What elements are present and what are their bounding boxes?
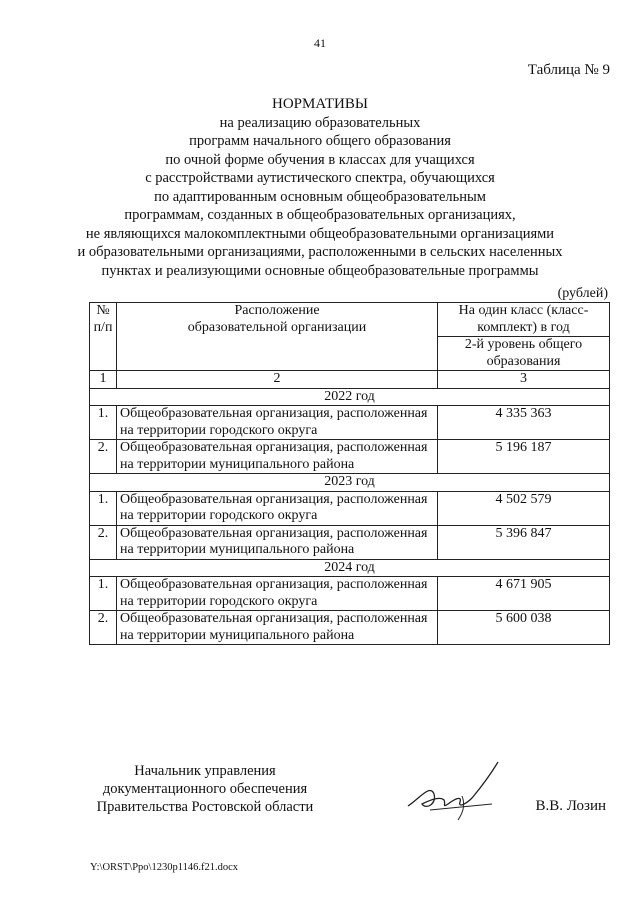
header-per-class: На один класс (класс-комплект) в год [438, 303, 610, 337]
row-value: 4 335 363 [438, 406, 610, 440]
signatory-name: В.В. Лозин [535, 798, 606, 814]
title-line: не являющихся малокомплектными общеобразовательными организациями [85, 225, 555, 242]
table-row [90, 611, 610, 645]
row-number: 2. [90, 611, 117, 645]
table-row [90, 577, 610, 611]
year-label: 2022 год [90, 388, 610, 406]
header-num: № п/п [90, 303, 117, 371]
row-value: 5 196 187 [438, 440, 610, 474]
row-value: 5 600 038 [438, 611, 610, 645]
row-value: 4 502 579 [438, 491, 610, 525]
col-number: 2 [117, 371, 438, 389]
row-number: 1. [90, 577, 117, 611]
year-row [90, 559, 610, 577]
title-line: НОРМАТИВЫ [272, 96, 368, 112]
signatory-line: Правительства Ростовской области [96, 799, 314, 815]
year-row [90, 388, 610, 406]
footer-file-path: Y:\ORST\Ppo\1230p1146.f21.docx [90, 862, 238, 873]
title-line: пунктах и реализующими основные общеобразовательные программы [101, 262, 539, 279]
table-row [90, 406, 610, 440]
table-number: Таблица № 9 [527, 62, 610, 78]
year-label: 2023 год [90, 474, 610, 492]
signatory-line: документационного обеспечения [102, 781, 308, 797]
year-row [90, 474, 610, 492]
col-number: 1 [90, 371, 117, 389]
col-number: 3 [438, 371, 610, 389]
row-location: Общеобразовательная организация, расположенная на территории городского округа [117, 406, 438, 440]
row-number: 2. [90, 440, 117, 474]
title-line: на реализацию образовательных [219, 114, 421, 131]
row-number: 1. [90, 406, 117, 440]
table-header-row [90, 303, 610, 337]
norms-table [89, 302, 610, 645]
title-line: программ начального общего образования [189, 133, 451, 149]
title-line: с расстройствами аутистического спектра, обучающихся [145, 170, 495, 186]
table-row [90, 440, 610, 474]
row-value: 5 396 847 [438, 525, 610, 559]
row-location: Общеобразовательная организация, расположенная на территории муниципального района [117, 525, 438, 559]
row-location: Общеобразовательная организация, расположенная на территории муниципального района [117, 440, 438, 474]
year-label: 2024 год [90, 559, 610, 577]
header-location: Расположение образовательной организации [117, 303, 438, 371]
title-line: программам, созданных в общеобразовательных организациях, [124, 207, 516, 223]
row-number: 1. [90, 491, 117, 525]
row-location: Общеобразовательная организация, расположенная на территории городского округа [117, 491, 438, 525]
units-label: (рублей) [557, 286, 608, 301]
title-line: и образовательными организациями, расположенными в сельских населенных [77, 244, 563, 260]
row-value: 4 671 905 [438, 577, 610, 611]
document-title [60, 95, 580, 280]
signatory-line: Начальник управления [134, 763, 276, 779]
header-level: 2-й уровень общего образования [438, 337, 610, 371]
title-line: по адаптированным основным общеобразовательным [154, 188, 486, 205]
row-location: Общеобразовательная организация, расположенная на территории городского округа [117, 577, 438, 611]
table-row [90, 491, 610, 525]
handwritten-signature [400, 754, 510, 824]
title-line: по очной форме обучения в классах для учащихся [165, 151, 475, 168]
row-number: 2. [90, 525, 117, 559]
table-row [90, 525, 610, 559]
page-number: 41 [314, 36, 326, 50]
signatory-position [90, 762, 320, 816]
row-location: Общеобразовательная организация, расположенная на территории муниципального района [117, 611, 438, 645]
column-number-row [90, 371, 610, 389]
